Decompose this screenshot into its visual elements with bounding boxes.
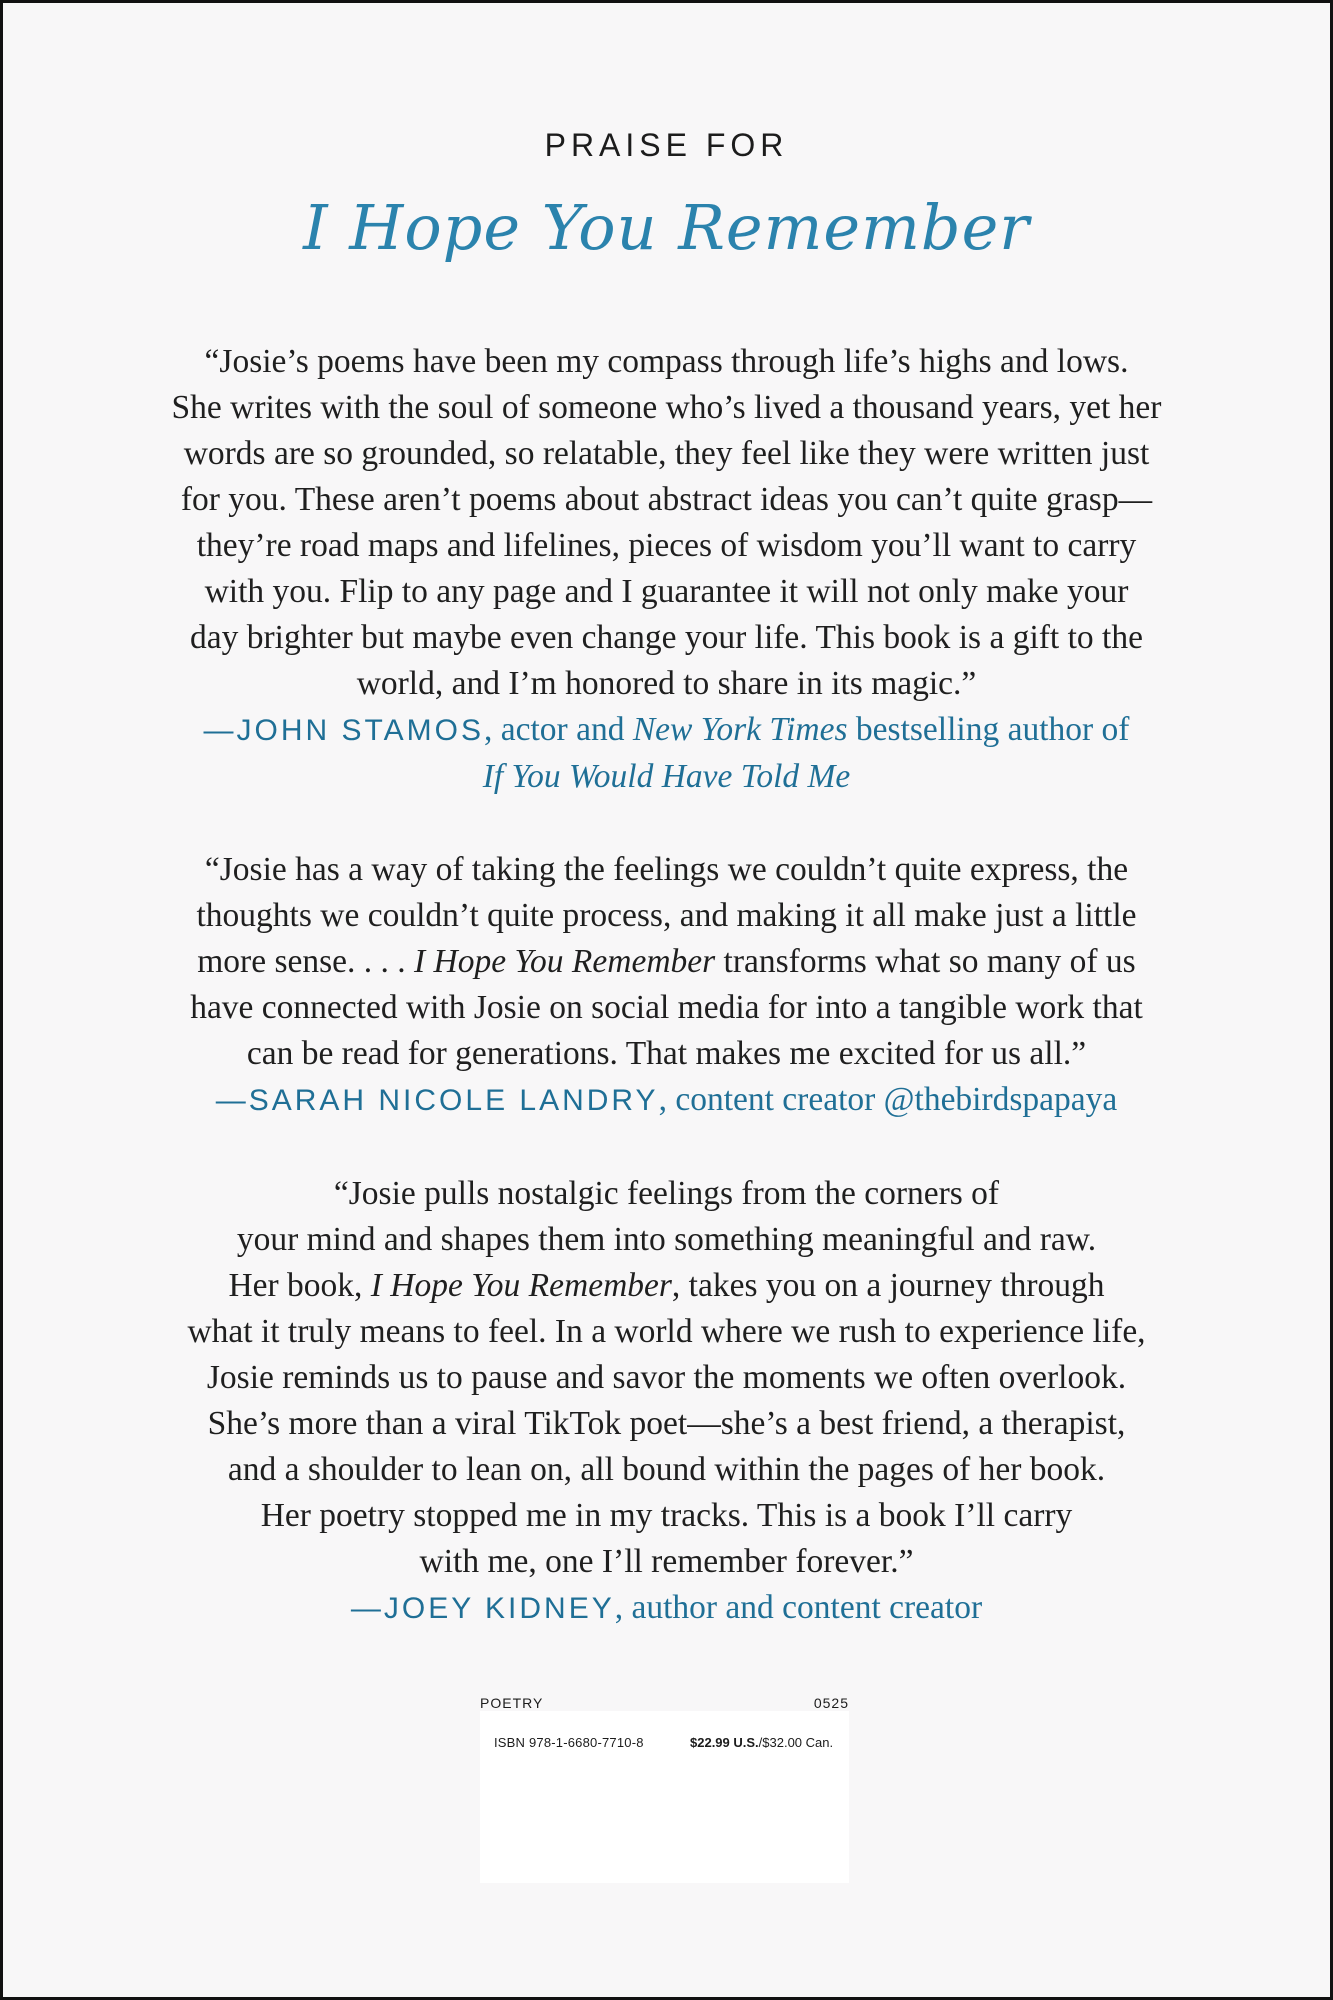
praise-heading: PRAISE FOR bbox=[544, 127, 789, 163]
quoted-book-title: I Hope You Remember bbox=[414, 943, 716, 980]
quote-line: day brighter but maybe even change your life. This book is a gift to the bbox=[190, 619, 1143, 656]
quoted-book-title: I Hope You Remember bbox=[370, 1267, 672, 1304]
attribution-role: , author and content creator bbox=[614, 1589, 983, 1626]
quote-line: with me, one I’ll remember forever.” bbox=[419, 1543, 914, 1580]
price-can: /$32.00 Can. bbox=[758, 1735, 834, 1750]
quote-line: “Josie has a way of taking the feelings we couldn’t quite express, the bbox=[204, 851, 1129, 888]
attribution-role: , content creator @thebirdspapaya bbox=[658, 1081, 1118, 1118]
quote-line: Josie reminds us to pause and savor the moments we often overlook. bbox=[206, 1359, 1127, 1396]
quote-line-with-title bbox=[63, 939, 1270, 985]
barcode-box bbox=[480, 1695, 849, 1883]
praise-quote-1 bbox=[63, 339, 1270, 800]
quote-line: they’re road maps and lifelines, pieces of wisdom you’ll want to carry bbox=[196, 527, 1137, 564]
quote-line-with-title bbox=[63, 1263, 1270, 1309]
attribution bbox=[63, 1077, 1270, 1124]
attribution-role: , actor and bbox=[484, 711, 633, 748]
quote-line: words are so grounded, so relatable, they feel like they were written just bbox=[183, 435, 1150, 472]
book-title-script: I Hope You Remember bbox=[303, 191, 1030, 264]
quote-text: Her book, bbox=[228, 1267, 371, 1304]
quote-text: more sense. . . . bbox=[197, 943, 415, 980]
quote-line: what it truly means to feel. In a world where we rush to experience life, bbox=[187, 1313, 1146, 1350]
price-us: $22.99 U.S. bbox=[690, 1735, 759, 1750]
praise-quote-2 bbox=[63, 847, 1270, 1124]
attribution-publication: New York Times bbox=[632, 711, 848, 748]
attribution-name: —SARAH NICOLE LANDRY bbox=[215, 1084, 659, 1117]
quote-line: and a shoulder to lean on, all bound within the pages of her book. bbox=[227, 1451, 1106, 1488]
quote-line: thoughts we couldn’t quite process, and making it all make just a little bbox=[196, 897, 1137, 934]
quote-line: can be read for generations. That makes me excited for us all.” bbox=[246, 1035, 1087, 1072]
quote-line: “Josie pulls nostalgic feelings from the corners of bbox=[333, 1175, 1000, 1212]
category-label: POETRY bbox=[480, 1695, 544, 1711]
price-label bbox=[690, 1735, 833, 1750]
quote-line: have connected with Josie on social media for into a tangible work that bbox=[190, 989, 1143, 1026]
quote-line: world, and I’m honored to share in its magic.” bbox=[356, 665, 977, 702]
quote-line: She writes with the soul of someone who’s lived a thousand years, yet her bbox=[171, 389, 1162, 426]
quote-text: , takes you on a journey through bbox=[671, 1267, 1105, 1304]
isbn-label: ISBN 978-1-6680-7710-8 bbox=[494, 1735, 644, 1750]
quote-line: Her poetry stopped me in my tracks. This is a book I’ll carry bbox=[260, 1497, 1073, 1534]
attribution-name: —JOEY KIDNEY bbox=[350, 1592, 615, 1625]
attribution-book: If You Would Have Told Me bbox=[482, 758, 851, 795]
quote-line: with you. Flip to any page and I guarantee it will not only make your bbox=[204, 573, 1129, 610]
attribution bbox=[63, 707, 1270, 754]
quote-line: She’s more than a viral TikTok poet—she’s a best friend, a therapist, bbox=[207, 1405, 1126, 1442]
quote-text: transforms what so many of us bbox=[715, 943, 1136, 980]
quote-line: for you. These aren’t poems about abstract ideas you can’t quite grasp— bbox=[180, 481, 1153, 518]
attribution-name: —JOHN STAMOS bbox=[203, 714, 484, 747]
quote-line: “Josie’s poems have been my compass through life’s highs and lows. bbox=[204, 343, 1129, 380]
quote-line: your mind and shapes them into something meaningful and raw. bbox=[236, 1221, 1097, 1258]
attribution-role-cont: bestselling author of bbox=[847, 711, 1130, 748]
date-code: 0525 bbox=[813, 1695, 849, 1711]
praise-quote-3 bbox=[63, 1171, 1270, 1632]
attribution bbox=[63, 1585, 1270, 1632]
